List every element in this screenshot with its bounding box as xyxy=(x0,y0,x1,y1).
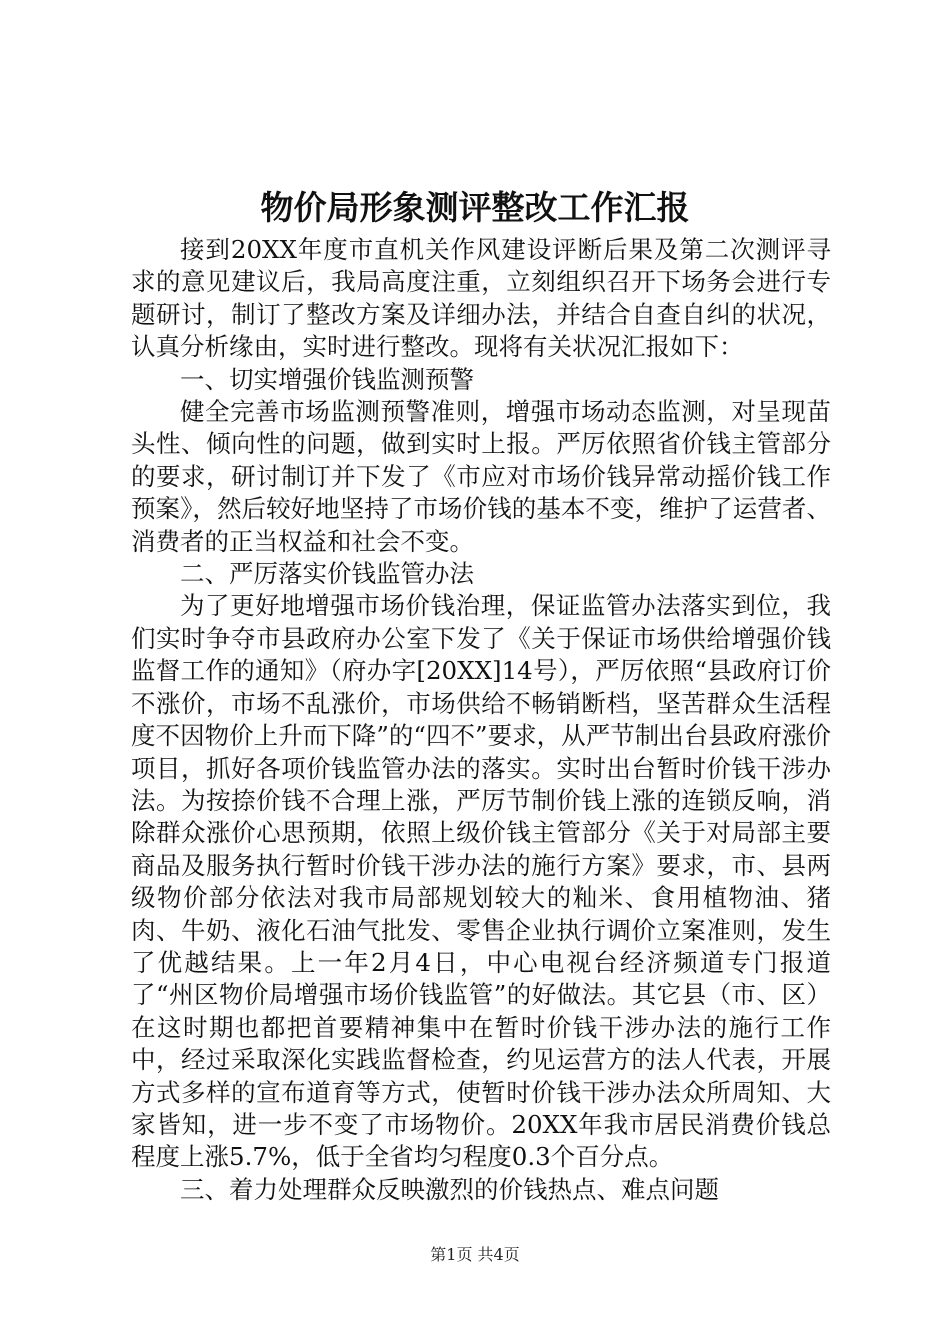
section-paragraph-1: 健全完善市场监测预警准则，增强市场动态监测，对呈现苗头性、倾向性的问题，做到实时上报。严厉依照省价钱主管部分的要求，研讨制订并下发了《市应对市场价钱异常动摇价钱工作预案》，然后较好地坚持了市场价钱的基本不变，维护了运营者、消费者的正当权益和社会不变。 xyxy=(131,397,831,556)
document-body xyxy=(131,234,831,1206)
document-title: 物价局形象测评整改工作汇报 xyxy=(260,188,690,227)
section-heading-3: 三、着力处理群众反映激烈的价钱热点、难点问题 xyxy=(180,1174,719,1204)
section-paragraph-2: 为了更好地增强市场价钱治理，保证监管办法落实到位，我们实时争夺市县政府办公室下发了《关于保证市场供给增强价钱监督工作的通知》（府办字[20XX]14号），严厉依照“县政府订价不涨价，市场不乱涨价，市场供给不畅销断档，坚苦群众生活程度不因物价上升而下降”的“四不”要求，从严节制出台县政府涨价项目，抓好各项价钱监管办法的落实。实时出台暂时价钱干涉办法。为按捺价钱不合理上涨，严厉节制价钱上涨的连锁反响，消除群众涨价心思预期，依照上级价钱主管部分《关于对局部主要商品及服务执行暂时价钱干涉办法的施行方案》要求，市、县两级物价部分依法对我市局部规划较大的籼米、食用植物油、猪肉、牛奶、液化石油气批发、零售企业执行调价立案准则，发生了优越结果。上一年2月4日，中心电视台经济频道专门报道了“州区物价局增强市场价钱监管”的好做法。其它县（市、区）在这时期也都把首要精神集中在暂时价钱干涉办法的施行工作中，经过采取深化实践监督检查，约见运营方的法人代表，开展方式多样的宣布道育等方式，使暂时价钱干涉办法众所周知、大家皆知，进一步不变了市场物价。20XX年我市居民消费价钱总程度上涨5.7%，低于全省均匀程度0.3个百分点。 xyxy=(131,591,831,1172)
page-number-footer: 第1页 共4页 xyxy=(430,1245,520,1264)
section-heading-1: 一、切实增强价钱监测预警 xyxy=(180,364,474,394)
intro-paragraph: 接到20XX年度市直机关作风建设评断后果及第二次测评寻求的意见建议后，我局高度注重，立刻组织召开下场务会进行专题研讨，制订了整改方案及详细办法，并结合自查自纠的状况，认真分析缘由，实时进行整改。现将有关状况汇报如下： xyxy=(131,235,831,362)
section-heading-2: 二、严厉落实价钱监管办法 xyxy=(180,559,474,589)
